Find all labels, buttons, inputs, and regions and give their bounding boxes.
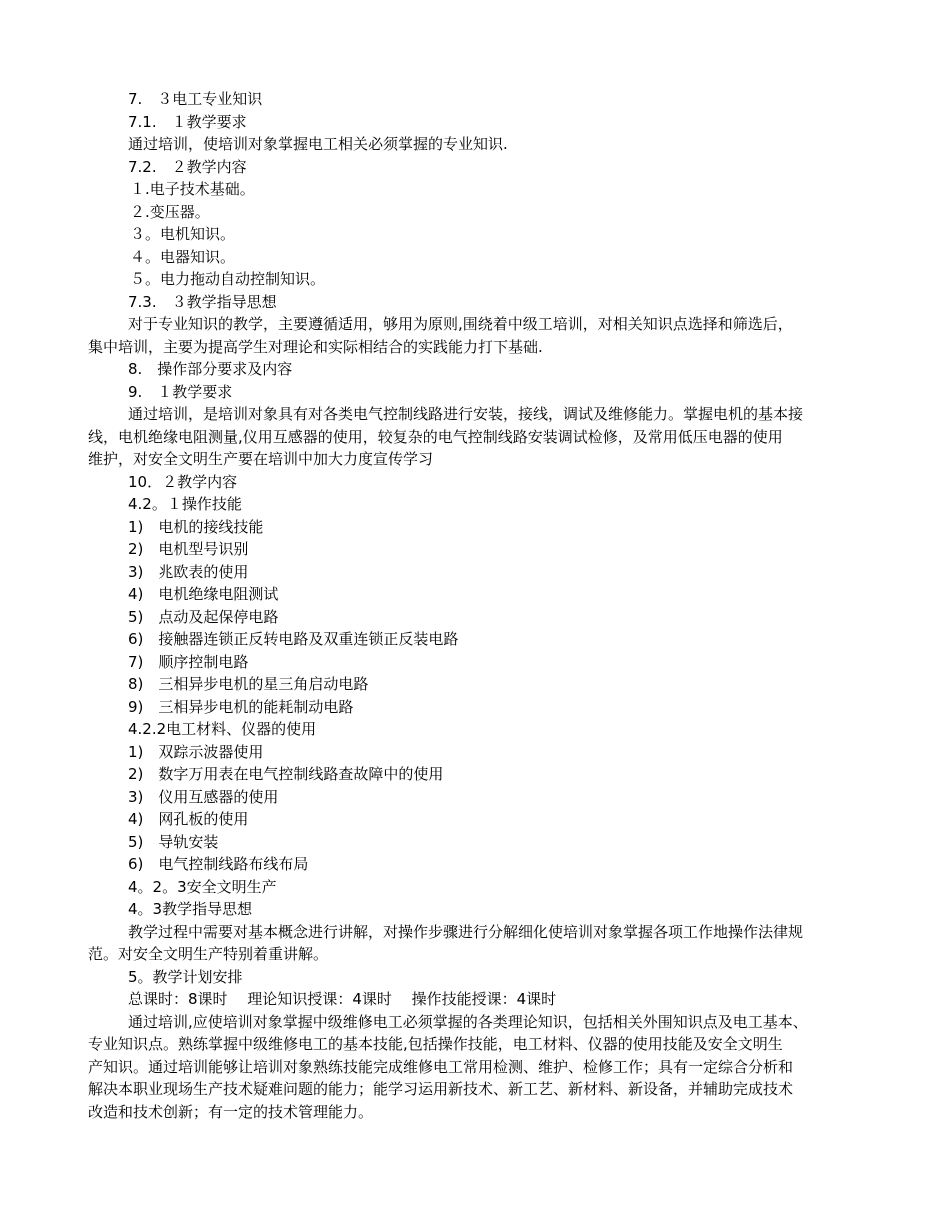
list-item: 7) 顺序控制电路 xyxy=(128,652,249,671)
paragraph-line: 集中培训，主要为提高学生对理论和实际相结合的实践能力打下基础. xyxy=(88,337,543,356)
paragraph-line: 产知识。通过培训能够让培训对象熟练技能完成维修电工常用检测、维护、检修工作；具有一定综合分析和 xyxy=(88,1057,794,1076)
list-item: 5) 导轨安装 xyxy=(128,832,219,851)
list-item: 5) 点动及起保停电路 xyxy=(128,607,279,626)
heading-7-3-guidance: 7.3. ３教学指导思想 xyxy=(128,292,277,311)
heading-9: 9. １教学要求 xyxy=(128,382,233,401)
list-item: 8) 三相异步电机的星三角启动电路 xyxy=(128,675,369,693)
list-item: 2) 电机型号识别 xyxy=(128,540,249,558)
list-item: ５。电力拖动自动控制知识。 xyxy=(130,270,326,288)
paragraph-line: 对于专业知识的教学，主要遵循适用，够用为原则,围绕着中级工培训，对相关知识点选择和筛选后， xyxy=(128,315,793,333)
list-item: ４。电器知识。 xyxy=(130,247,236,266)
list-item: 4) 网孔板的使用 xyxy=(128,810,249,828)
paragraph-line: 线，电机绝缘电阻测量,仪用互感器的使用，较复杂的电气控制线路安装调试检修，及常用低压电器的使用 xyxy=(88,427,783,446)
paragraph-line: 范。对安全文明生产特别着重讲解。 xyxy=(88,945,329,963)
heading-4-2-2: 4.2.2电工材料、仪器的使用 xyxy=(128,720,317,738)
document-body xyxy=(88,88,868,1123)
paragraph-line: 专业知识点。熟练掌握中级维修电工的基本技能,包括操作技能，电工材料、仪器的使用技能及安全文明生 xyxy=(88,1035,783,1053)
heading-10: 10．２教学内容 xyxy=(128,472,238,491)
list-item: 3) 仪用互感器的使用 xyxy=(128,787,279,806)
heading-4-2-1: 4.2。１操作技能 xyxy=(128,495,242,513)
paragraph-line: 教学过程中需要对基本概念进行讲解，对操作步骤进行分解细化使培训对象掌握各项工作地操作法律规 xyxy=(128,922,804,941)
list-item: ２.变压器。 xyxy=(130,202,210,221)
list-item: ３。电机知识。 xyxy=(130,225,236,243)
heading-7-1: 7.1. １教学要求 xyxy=(128,112,247,131)
paragraph: 通过培训，使培训对象掌握电工相关必须掌握的专业知识. xyxy=(128,135,508,153)
list-item: １.电子技术基础。 xyxy=(130,180,255,198)
heading-5: 5。教学计划安排 xyxy=(128,967,243,986)
list-item: 3) 兆欧表的使用 xyxy=(128,562,249,581)
list-item: 6) 电气控制线路布线布局 xyxy=(128,855,309,873)
list-item: 1) 双踪示波器使用 xyxy=(128,742,264,761)
list-item: 6) 接触器连锁正反转电路及双重连锁正反装电路 xyxy=(128,630,459,648)
list-item: 9) 三相异步电机的能耗制动电路 xyxy=(128,697,354,716)
heading-7-2: 7.2. ２教学内容 xyxy=(128,157,247,176)
paragraph-line: 通过培训，是培训对象具有对各类电气控制线路进行安装，接线，调试及维修能力。掌握电机的基本接 xyxy=(128,405,804,423)
paragraph-line: 通过培训,应使培训对象掌握中级维修电工必须掌握的各类理论知识，包括相关外围知识点及电工基本、 xyxy=(128,1012,808,1031)
hours-summary: 总课时：8课时 理论知识授课：4课时 操作技能授课：4课时 xyxy=(128,990,557,1008)
paragraph-line: 维护，对安全文明生产要在培训中加大力度宣传学习 xyxy=(88,450,434,468)
paragraph-line: 改造和技术创新；有一定的技术管理能力。 xyxy=(88,1102,374,1121)
list-item: 4) 电机绝缘电阻测试 xyxy=(128,585,279,603)
heading-4-2-3: 4。2。3安全文明生产 xyxy=(128,877,277,896)
heading-8: 8. 操作部分要求及内容 xyxy=(128,360,293,378)
heading-4-3: 4。3教学指导思想 xyxy=(128,900,253,918)
heading-7-3: 7. ３电工专业知识 xyxy=(128,90,263,108)
paragraph-line: 解决本职业现场生产技术疑难问题的能力；能学习运用新技术、新工艺、新材料、新设备，并辅助完成技术 xyxy=(88,1080,794,1098)
list-item: 1) 电机的接线技能 xyxy=(128,517,264,536)
list-item: 2) 数字万用表在电气控制线路查故障中的使用 xyxy=(128,765,444,783)
